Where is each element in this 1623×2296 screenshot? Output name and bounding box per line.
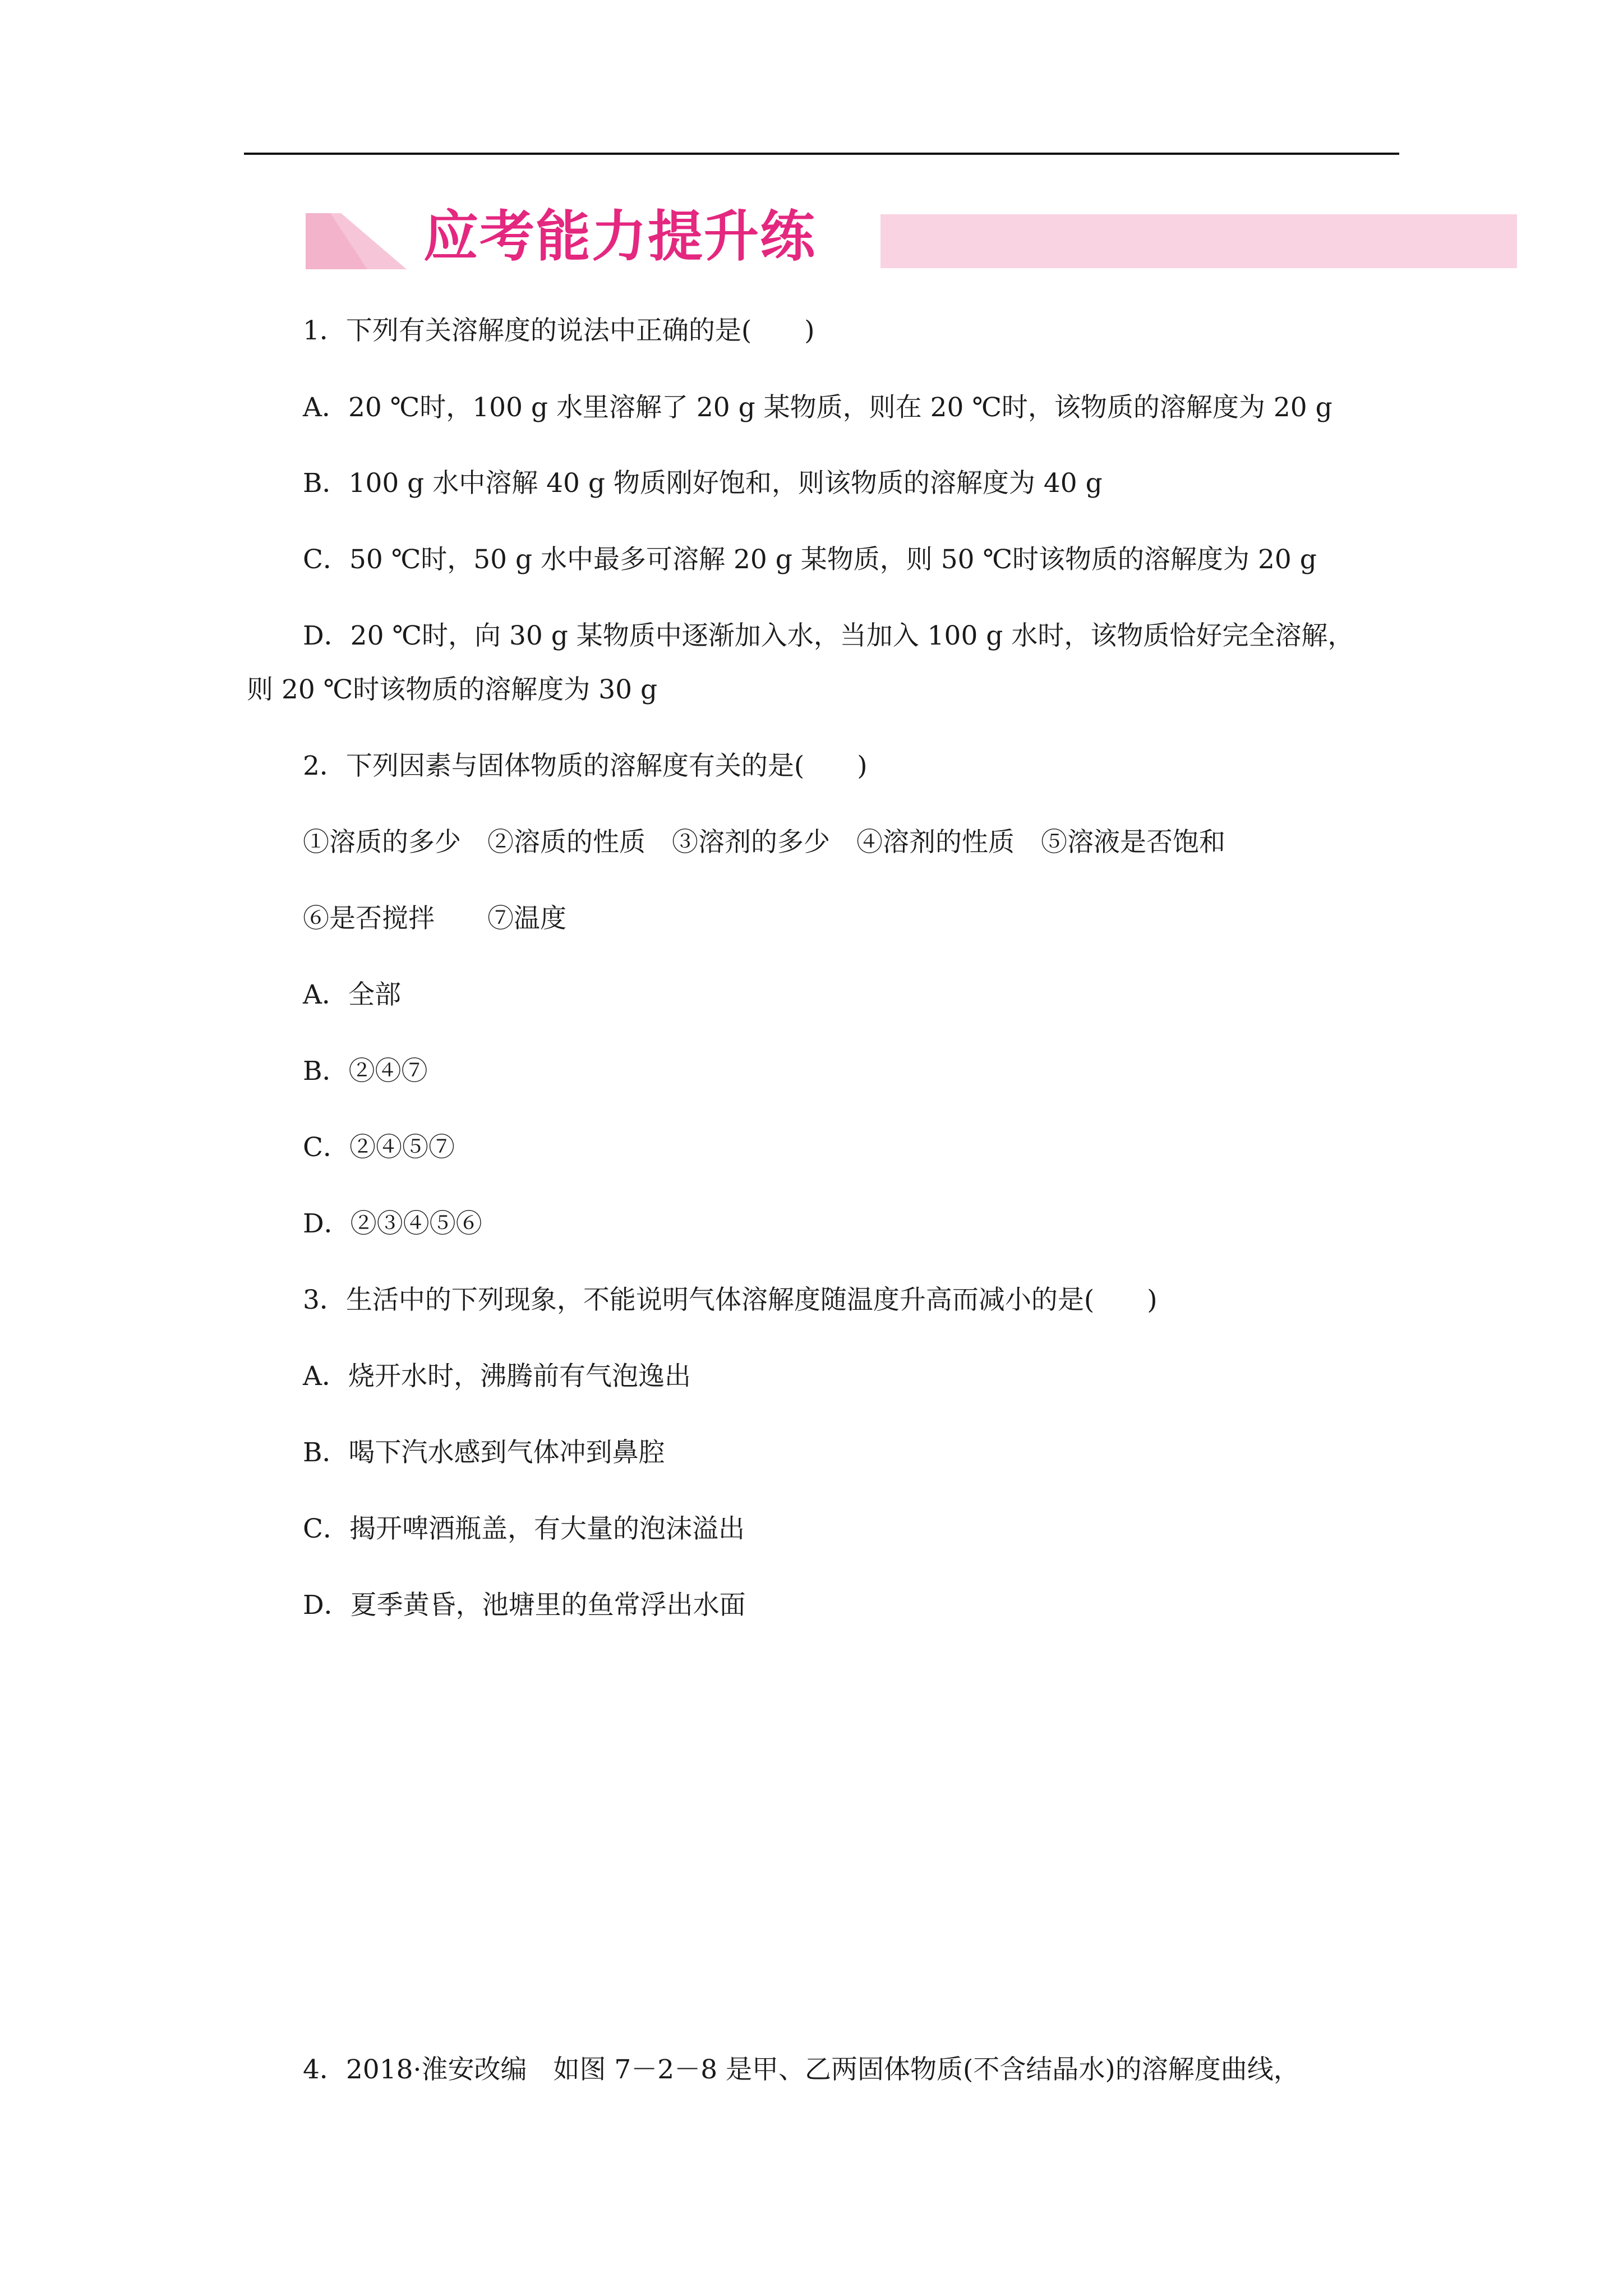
- section-title: 应考能力提升练: [423, 205, 817, 269]
- q1-option-a: A．20 ℃时，100 g 水里溶解了 20 g 某物质，则在 20 ℃时，该物质的溶解度为 20 g: [303, 392, 1332, 423]
- q2-factors-line1: ①溶质的多少 ②溶质的性质 ③溶剂的多少 ④溶剂的性质 ⑤溶液是否饱和: [303, 827, 1225, 858]
- banner-right-bar: [880, 214, 1517, 268]
- q2-option-d: D．②③④⑤⑥: [303, 1208, 482, 1239]
- q1-stem: 1．下列有关溶解度的说法中正确的是( ): [303, 315, 815, 346]
- q3-option-b: B．喝下汽水感到气体冲到鼻腔: [303, 1437, 665, 1468]
- q2-option-c: C．②④⑤⑦: [303, 1132, 455, 1163]
- q3-option-d: D．夏季黄昏，池塘里的鱼常浮出水面: [303, 1590, 746, 1621]
- q2-factors-line2: ⑥是否搅拌 ⑦温度: [303, 903, 566, 934]
- q1-option-c: C．50 ℃时，50 g 水中最多可溶解 20 g 某物质，则 50 ℃时该物质的溶解度为 20 g: [303, 544, 1317, 575]
- q1-option-d-line2: 则 20 ℃时该物质的溶解度为 30 g: [247, 674, 658, 705]
- q3-option-c: C．揭开啤酒瓶盖，有大量的泡沫溢出: [303, 1513, 745, 1544]
- q2-option-a: A．全部: [303, 979, 401, 1010]
- q2-stem: 2．下列因素与固体物质的溶解度有关的是( ): [303, 751, 868, 781]
- q1-option-d-line1: D．20 ℃时，向 30 g 某物质中逐渐加入水，当加入 100 g 水时，该物质恰好完全溶解，: [303, 620, 1354, 651]
- q1-option-b: B．100 g 水中溶解 40 g 物质刚好饱和，则该物质的溶解度为 40 g: [303, 468, 1103, 499]
- top-rule: [244, 153, 1399, 155]
- section-banner: [306, 205, 1517, 269]
- q2-option-b: B．②④⑦: [303, 1056, 428, 1087]
- q4-stem: 4．2018·淮安改编 如图 7－2－8 是甲、乙两固体物质(不含结晶水)的溶解度曲线，: [303, 2054, 1300, 2085]
- q3-stem: 3．生活中的下列现象，不能说明气体溶解度随温度升高而减小的是( ): [303, 1285, 1158, 1315]
- q3-option-a: A．烧开水时，沸腾前有气泡逸出: [303, 1361, 691, 1392]
